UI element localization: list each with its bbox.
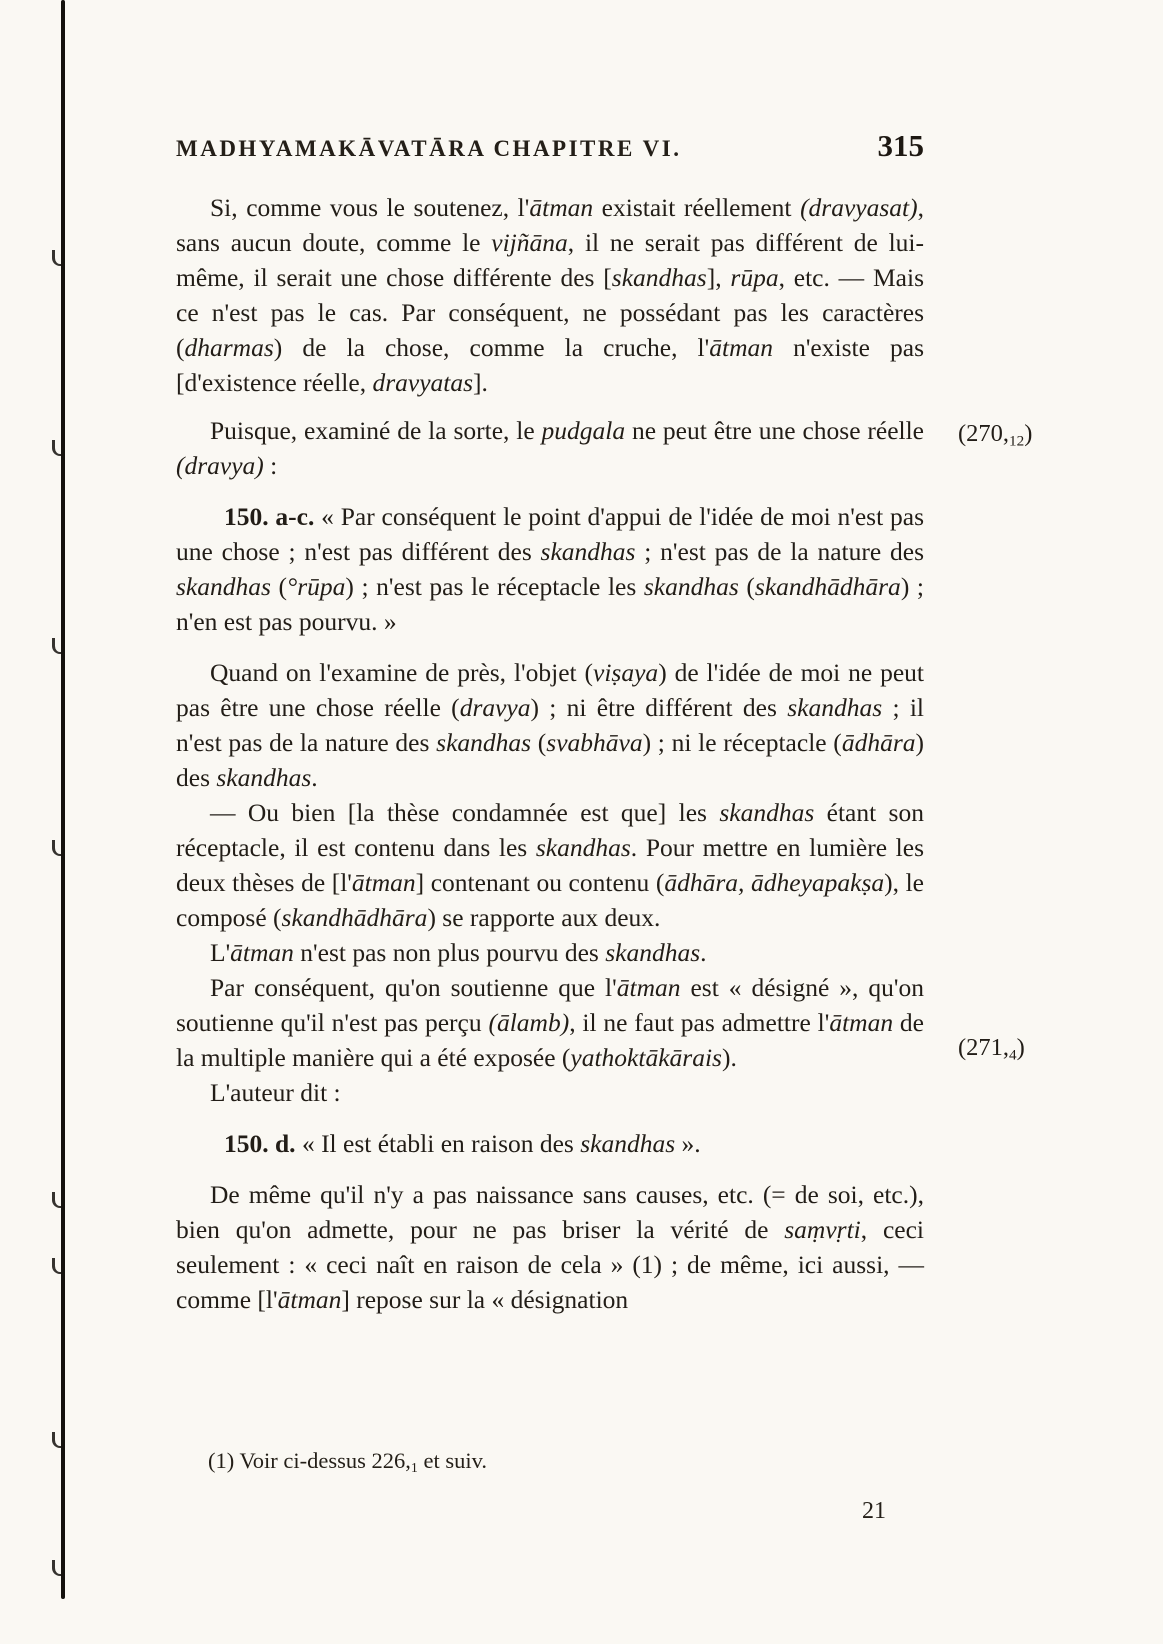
- binding-mark: [52, 250, 65, 266]
- text-run: . Pour mettre en lumière les deux thèses de [l': [176, 833, 924, 897]
- text-run: L'auteur dit :: [210, 1078, 341, 1107]
- text-run: ] contenant ou contenu (: [415, 868, 665, 897]
- text-run: ) ; n'est pas le réceptacle les: [345, 572, 644, 601]
- margin-reference-270-12: [958, 420, 1032, 450]
- italic-term: ātman: [277, 1285, 342, 1314]
- italic-term: dravya: [459, 693, 531, 722]
- text-run: ): [1024, 420, 1033, 447]
- text-run: étant son réceptacle, il est contenu dans les: [176, 798, 924, 862]
- text-run: ) de la chose, comme la cruche, l': [273, 333, 710, 362]
- text-run: ) ; n'en est pas pourvu. »: [176, 572, 924, 636]
- text-run: ) ; ni être différent des: [530, 693, 788, 722]
- text-run: est « désigné », qu'on soutienne qu'il n'est pas perçu: [176, 973, 924, 1037]
- italic-term: ātman: [616, 973, 681, 1002]
- paragraph-designation: [176, 970, 924, 1075]
- italic-term: svabhāva: [546, 728, 643, 757]
- italic-term: saṃvṛti: [784, 1215, 861, 1244]
- italic-term: yathoktākārais: [570, 1043, 722, 1072]
- verse-150-d: [176, 1126, 924, 1161]
- italic-term: ātman: [351, 868, 416, 897]
- paragraph-atman-dravyasat: [176, 190, 924, 400]
- italic-term: skandhas: [216, 763, 312, 792]
- italic-term: ātman: [709, 333, 773, 362]
- italic-term: skandhas: [176, 572, 271, 601]
- text-run: .: [311, 763, 318, 792]
- text-run: ) ; ni le réceptacle (: [642, 728, 842, 757]
- binding-mark: [52, 1560, 65, 1576]
- text-run: ), le composé (: [176, 868, 925, 932]
- text-run: De même qu'il n'y a pas naissance sans causes, etc. (= de soi, etc.), bien qu'on admette, pour ne pas briser la vérité de: [176, 1180, 924, 1244]
- italic-term: ādhāra: [841, 728, 916, 757]
- text-run: « Il est établi en raison des: [295, 1129, 581, 1158]
- paragraph-samvrti: [176, 1177, 924, 1317]
- text-run: , il ne faut pas admettre l': [569, 1008, 830, 1037]
- folio-number: 21: [862, 1498, 886, 1524]
- italic-term: skandhas: [436, 728, 532, 757]
- text-run: « Par conséquent le point d'appui de l'idée de moi n'est pas une chose ; n'est pas différent des: [176, 502, 924, 566]
- italic-term: (dravya): [176, 451, 264, 480]
- italic-term: skandhas: [535, 833, 631, 862]
- text-run: ).: [721, 1043, 737, 1072]
- page-header: [176, 128, 924, 164]
- italic-term: ādhāra, ādheyapakṣa: [664, 868, 885, 897]
- italic-term: pudgala: [541, 416, 626, 445]
- text-run: ) se rapporte aux deux.: [427, 903, 661, 932]
- italic-term: vijñāna: [491, 228, 568, 257]
- binding-line: [61, 0, 65, 1599]
- italic-term: skandhas: [611, 263, 707, 292]
- text-run: (270,: [958, 420, 1010, 447]
- text-run: Par conséquent, qu'on soutienne que l': [210, 973, 617, 1002]
- page-content: [176, 128, 924, 1317]
- text-run: 1: [410, 1460, 418, 1476]
- verse-150-a-c: [176, 499, 924, 639]
- italic-term: dharmas: [184, 333, 274, 362]
- binding-mark: [52, 440, 65, 456]
- text-run: ],: [706, 263, 731, 292]
- paragraph-atman-skandhas: [176, 935, 924, 970]
- text-run: ] repose sur la « désignation: [341, 1285, 629, 1314]
- text-run: ».: [675, 1129, 701, 1158]
- text-run: et suiv.: [417, 1448, 488, 1473]
- text-run: :: [263, 451, 278, 480]
- italic-term: °rūpa: [287, 572, 346, 601]
- paragraph-author-says: [176, 1075, 924, 1110]
- footnote: [208, 1448, 487, 1477]
- italic-term: skandhas: [643, 572, 739, 601]
- bold-verse-label: 150. a-c.: [224, 502, 315, 531]
- binding-mark: [52, 1258, 65, 1274]
- binding-mark: [52, 1432, 65, 1448]
- page-number: 315: [877, 128, 924, 163]
- paragraph-pudgala-intro: [176, 413, 924, 483]
- italic-term: skandhas: [787, 693, 883, 722]
- text-run: de la multiple manière qui a été exposée (: [176, 1008, 924, 1072]
- paragraph-visaya: [176, 655, 924, 795]
- italic-term: skandhādhāra: [281, 903, 428, 932]
- text-run: n'est pas non plus pourvu des: [293, 938, 606, 967]
- text-run: (: [531, 728, 547, 757]
- text-run: n'existe pas [d'existence réelle,: [176, 333, 924, 397]
- text-run: (271,: [958, 1034, 1010, 1061]
- text-run: .: [700, 938, 707, 967]
- margin-reference-271-4: [958, 1034, 1025, 1064]
- text-run: Si, comme vous le soutenez, l': [210, 193, 530, 222]
- text-run: 12: [1009, 432, 1025, 450]
- text-run: , il ne serait pas différent de lui-même, il serait une chose différente des [: [176, 228, 924, 292]
- italic-term: skandhas: [605, 938, 701, 967]
- text-run: ; n'est pas de la nature des: [635, 537, 924, 566]
- text-run: (: [270, 572, 288, 601]
- text-run: , ceci seulement : « ceci naît en raison de cela » (1) ; de même, ici aussi, — comme [l': [176, 1215, 924, 1314]
- running-title: MADHYAMAKĀVATĀRA CHAPITRE VI.: [176, 136, 682, 161]
- text-run: ; il n'est pas de la nature des: [176, 693, 924, 757]
- text-run: ].: [473, 368, 488, 397]
- italic-term: dravyatas: [372, 368, 474, 397]
- text-run: , etc. — Mais ce n'est pas le cas. Par conséquent, ne possédant pas les caractères (: [176, 263, 924, 362]
- text-run: ): [1016, 1034, 1025, 1061]
- italic-term: ātman: [230, 938, 294, 967]
- text-run: Quand on l'examine de près, l'objet (: [210, 658, 594, 687]
- text-run: (: [738, 572, 755, 601]
- italic-term: (dravyasat): [800, 193, 918, 222]
- italic-term: viṣaya: [593, 658, 659, 687]
- text-run: ne peut être une chose réelle: [625, 416, 924, 445]
- italic-term: skandhādhāra: [754, 572, 901, 601]
- text-run: , sans aucun doute, comme le: [176, 193, 924, 257]
- binding-mark: [52, 638, 65, 654]
- italic-term: skandhas: [719, 798, 815, 827]
- text-run: L': [210, 938, 231, 967]
- text-run: ) de l'idée de moi ne peut pas être une chose réelle (: [176, 658, 925, 722]
- binding-mark: [52, 1192, 65, 1208]
- text-run: — Ou bien [la thèse condamnée est que] les: [210, 798, 720, 827]
- text-run: 4: [1009, 1046, 1017, 1064]
- italic-term: ātman: [529, 193, 594, 222]
- italic-term: (ālamb): [488, 1008, 570, 1037]
- italic-term: ātman: [829, 1008, 894, 1037]
- italic-term: skandhas: [580, 1129, 676, 1158]
- italic-term: skandhas: [540, 537, 636, 566]
- text-run: (1) Voir ci-dessus 226,: [208, 1448, 411, 1473]
- bold-verse-label: 150. d.: [224, 1129, 296, 1158]
- text-run: existait réellement: [593, 193, 801, 222]
- paragraph-adhara-thesis: [176, 795, 924, 935]
- italic-term: rūpa: [730, 263, 779, 292]
- text-run: ) des: [176, 728, 924, 792]
- binding-mark: [52, 840, 65, 856]
- text-run: Puisque, examiné de la sorte, le: [210, 416, 542, 445]
